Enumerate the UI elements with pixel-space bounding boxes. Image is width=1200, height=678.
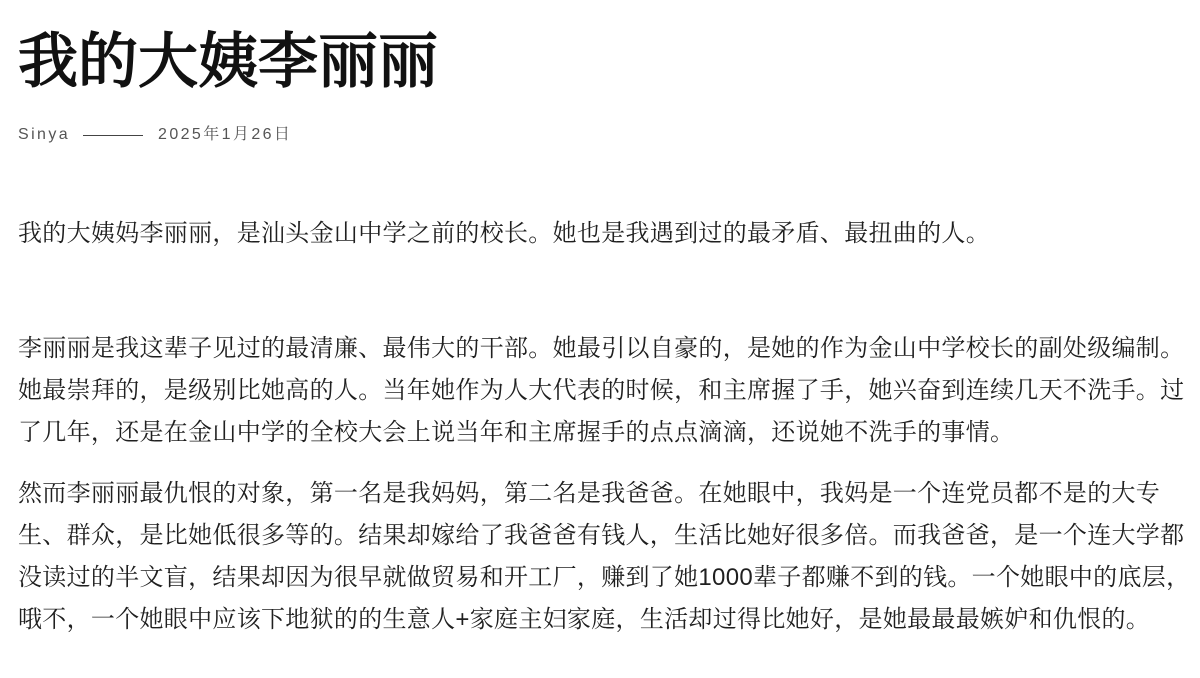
post-date: 2025年1月26日 (158, 126, 293, 143)
article-paragraph: 李丽丽是我这辈子见过的最清廉、最伟大的干部。她最引以自豪的，是她的作为金山中学校长的副处级编制。她最崇拜的，是级别比她高的人。当年她作为人大代表的时候，和主席握了手，她兴奋到连续几天不洗手。过了几年，还是在金山中学的全校大会上说当年和主席握手的点点滴滴，还说她不洗手的事情。 (18, 335, 1185, 446)
author-name: Sinya (18, 126, 71, 143)
meta-divider (83, 135, 143, 136)
article-paragraph: 我的大姨妈李丽丽，是汕头金山中学之前的校长。她也是我遇到过的最矛盾、最扭曲的人。 (18, 220, 990, 247)
post-meta (18, 124, 1200, 146)
article-paragraph: 然而李丽丽最仇恨的对象，第一名是我妈妈，第二名是我爸爸。在她眼中，我妈是一个连党员都不是的大专生、群众，是比她低很多等的。结果却嫁给了我爸爸有钱人，生活比她好很多倍。而我爸爸，是一个连大学都没读过的半文盲，结果却因为很早就做贸易和开工厂，赚到了她1000辈子都赚不到的钱。一个她眼中的底层，哦不，一个她眼中应该下地狱的的生意人+家庭主妇家庭，生活却过得比她好，是她最最最嫉妒和仇恨的。 (18, 480, 1191, 633)
article-body (18, 213, 1198, 641)
article-title: 我的大姨李丽丽 (18, 28, 438, 95)
article (18, 25, 1200, 641)
